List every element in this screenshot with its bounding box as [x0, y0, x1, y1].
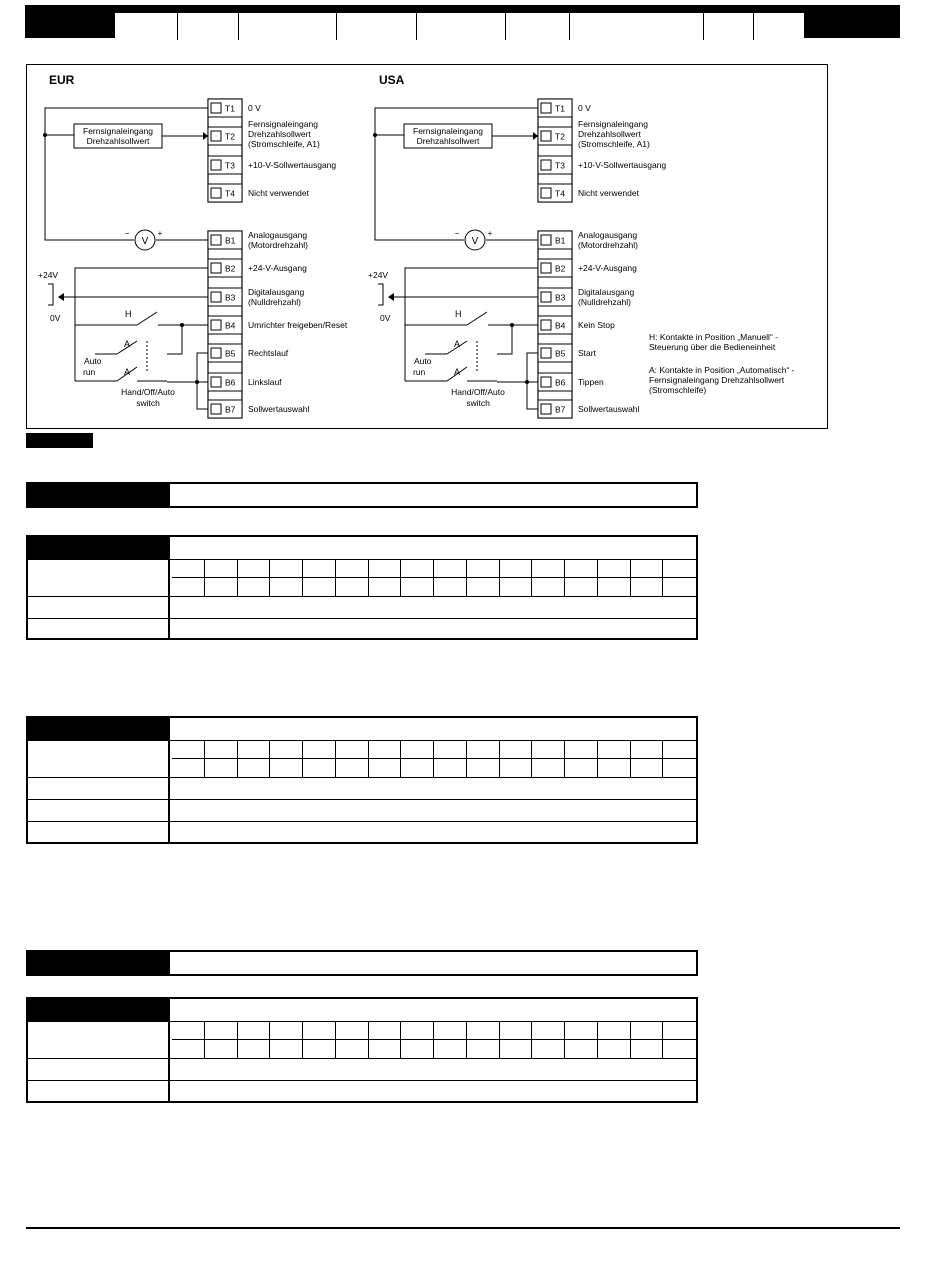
- bit-cell: [172, 759, 205, 777]
- control-wire: [527, 353, 538, 382]
- terminal-id: T4: [225, 188, 235, 199]
- bit-cell: [663, 560, 696, 578]
- bit-cell: [303, 578, 336, 596]
- bit-cell: [532, 1040, 565, 1058]
- table-row: [28, 1058, 696, 1080]
- bit-cell: [238, 1040, 271, 1058]
- header-tab[interactable]: [178, 13, 239, 40]
- terminal-screw: [211, 131, 221, 141]
- bit-cell: [369, 759, 402, 777]
- terminal-description: Start: [578, 348, 596, 358]
- eur-panel: [38, 73, 348, 418]
- voltmeter-plus: +: [487, 229, 493, 238]
- control-wire: [197, 382, 208, 409]
- auto-run-label: run: [413, 367, 426, 377]
- terminal-description: Rechtslauf: [248, 348, 289, 358]
- parameter-name-cell: [28, 484, 170, 506]
- bit-cell: [467, 1022, 500, 1040]
- bit-cell: [631, 1040, 664, 1058]
- supply-high-label: +24V: [368, 270, 389, 280]
- row-label-cell: [28, 800, 170, 821]
- switch-a-label: A: [124, 339, 131, 349]
- remote-input-label: Drehzahlsollwert: [86, 136, 150, 146]
- switch-caption: switch: [136, 398, 160, 408]
- bit-cell: [336, 759, 369, 777]
- terminal-description: Sollwertauswahl: [578, 404, 640, 414]
- note-manual: H: Kontakte in Position „Manuell“ -: [649, 332, 778, 342]
- supply-high-label: +24V: [38, 270, 59, 280]
- terminal-screw: [541, 188, 551, 198]
- terminal-screw: [211, 320, 221, 330]
- terminal-description: +10-V-Sollwertausgang: [248, 160, 337, 170]
- row-label-cell: [28, 619, 170, 638]
- bit-cell: [369, 1022, 402, 1040]
- note-automatic: Fernsignaleingang Drehzahlsollwert: [649, 375, 785, 385]
- row-label-cell: [28, 741, 170, 777]
- header-tab[interactable]: [337, 13, 417, 40]
- wiring-diagram-svg: [27, 65, 827, 428]
- terminal-description: (Motordrehzahl): [248, 240, 308, 250]
- terminal-description: Nicht verwendet: [578, 188, 639, 198]
- bit-cell: [631, 741, 664, 759]
- bit-cell: [401, 578, 434, 596]
- bit-cell: [401, 759, 434, 777]
- switch-h-label: H: [125, 309, 132, 319]
- arrow-head: [388, 293, 394, 301]
- terminal-description: Analogausgang: [248, 230, 308, 240]
- bit-grid: [172, 1022, 696, 1058]
- bit-cell: [172, 1040, 205, 1058]
- bit-cell: [500, 578, 533, 596]
- bit-cell: [663, 741, 696, 759]
- switch-h-contact: [137, 312, 157, 325]
- parameter-name-cell: [28, 952, 170, 974]
- bit-cell: [336, 1022, 369, 1040]
- bit-cell: [238, 759, 271, 777]
- terminal-screw: [211, 235, 221, 245]
- switch-h-contact: [467, 312, 487, 325]
- arrow-head: [533, 132, 538, 140]
- auto-run-label: run: [83, 367, 96, 377]
- terminal-description: Kein Stop: [578, 320, 615, 330]
- terminal-screw: [211, 160, 221, 170]
- header-tab[interactable]: [754, 13, 804, 40]
- bit-cell: [532, 560, 565, 578]
- bit-cell: [532, 1022, 565, 1040]
- terminal-description: Digitalausgang: [248, 287, 305, 297]
- bit-cell: [434, 741, 467, 759]
- terminal-screw: [541, 263, 551, 273]
- remote-input-label: Fernsignaleingang: [83, 126, 153, 136]
- terminal-screw: [541, 320, 551, 330]
- table-row: [28, 618, 696, 638]
- terminal-description: Sollwertauswahl: [248, 404, 310, 414]
- switch-caption: Hand/Off/Auto: [121, 387, 175, 397]
- terminal-screw: [211, 348, 221, 358]
- terminal-description: Digitalausgang: [578, 287, 635, 297]
- row-label-cell: [28, 778, 170, 799]
- terminal-id: T2: [555, 131, 565, 142]
- region-label: EUR: [49, 73, 75, 87]
- bit-cell: [598, 1022, 631, 1040]
- bit-cell: [467, 759, 500, 777]
- terminal-description: (Motordrehzahl): [578, 240, 638, 250]
- control-wire: [197, 353, 208, 382]
- switch-wire: [167, 325, 182, 354]
- bit-cell: [270, 1022, 303, 1040]
- bit-cell: [238, 578, 271, 596]
- header-bar: [25, 5, 900, 38]
- parameter-name-cell: [28, 999, 170, 1021]
- terminal-screw: [541, 377, 551, 387]
- terminal-id: T2: [225, 131, 235, 142]
- header-tab[interactable]: [704, 13, 754, 40]
- switch-caption: switch: [466, 398, 490, 408]
- bit-cell: [532, 578, 565, 596]
- switch-wire: [497, 325, 512, 354]
- terminal-screw: [211, 292, 221, 302]
- bit-cell: [434, 1022, 467, 1040]
- terminal-description: Umrichter freigeben/Reset: [248, 320, 348, 330]
- bit-cell: [467, 1040, 500, 1058]
- bit-cell: [172, 741, 205, 759]
- usa-panel: [368, 73, 666, 418]
- terminal-description: Linkslauf: [248, 377, 282, 387]
- remote-input-label: Fernsignaleingang: [413, 126, 483, 136]
- bit-cell: [336, 560, 369, 578]
- voltmeter-symbol: V: [141, 236, 149, 247]
- bit-cell: [532, 741, 565, 759]
- bit-cell: [500, 560, 533, 578]
- header-tab[interactable]: [506, 13, 570, 40]
- row-label-cell: [28, 597, 170, 618]
- bit-cell: [336, 741, 369, 759]
- bit-cell: [565, 741, 598, 759]
- terminal-id: T1: [555, 103, 565, 114]
- bit-cell: [663, 1022, 696, 1040]
- switch-a-label: A: [454, 339, 461, 349]
- switch-a-label: A: [124, 367, 131, 377]
- terminal-description: +10-V-Sollwertausgang: [578, 160, 667, 170]
- row-label-cell: [28, 822, 170, 842]
- bit-cell: [303, 759, 336, 777]
- bit-cell: [565, 560, 598, 578]
- bit-cell: [500, 1040, 533, 1058]
- parameter-name-cell: [28, 537, 170, 559]
- parameter-table-3: [26, 716, 698, 844]
- terminal-screw: [211, 103, 221, 113]
- terminal-description: +24-V-Ausgang: [248, 263, 307, 273]
- bit-cell: [205, 578, 238, 596]
- terminal-id: B1: [555, 235, 566, 246]
- terminal-description: Nicht verwendet: [248, 188, 309, 198]
- bit-cell: [467, 578, 500, 596]
- bit-cell: [270, 1040, 303, 1058]
- header-tab[interactable]: [570, 13, 704, 40]
- bit-cell: [434, 578, 467, 596]
- terminal-id: T4: [555, 188, 565, 199]
- bit-cell: [205, 1040, 238, 1058]
- bit-cell: [434, 560, 467, 578]
- switch-h-label: H: [455, 309, 462, 319]
- note-manual: Steuerung über die Bedieneinheit: [649, 342, 776, 352]
- terminal-description: (Stromschleife, A1): [248, 139, 320, 149]
- arrow-head: [58, 293, 64, 301]
- terminal-description: Fernsignaleingang: [578, 119, 648, 129]
- bit-cell: [205, 560, 238, 578]
- terminal-screw: [541, 292, 551, 302]
- bit-cell: [401, 1040, 434, 1058]
- region-label: USA: [379, 73, 405, 87]
- note-automatic: (Stromschleife): [649, 385, 707, 395]
- terminal-id: T3: [225, 160, 235, 171]
- bit-cell: [500, 741, 533, 759]
- terminal-description: Fernsignaleingang: [248, 119, 318, 129]
- parameter-name-cell: [28, 718, 170, 740]
- auto-run-label: Auto: [84, 356, 102, 366]
- row-label-cell: [28, 1059, 170, 1080]
- terminal-description: Tippen: [578, 377, 604, 387]
- bit-cell: [631, 560, 664, 578]
- bit-cell: [369, 1040, 402, 1058]
- terminal-screw: [211, 263, 221, 273]
- bit-cell: [434, 759, 467, 777]
- terminal-id: B2: [555, 263, 566, 274]
- terminal-screw: [541, 348, 551, 358]
- wiring-diagram: [26, 64, 828, 429]
- terminal-id: B6: [555, 377, 566, 388]
- bit-cell: [205, 759, 238, 777]
- terminal-screw: [541, 235, 551, 245]
- bit-grid: [172, 741, 696, 777]
- bit-cell: [303, 1040, 336, 1058]
- parameter-table-1: [26, 482, 698, 508]
- bit-cell: [336, 1040, 369, 1058]
- bit-cell: [631, 578, 664, 596]
- switch-caption: Hand/Off/Auto: [451, 387, 505, 397]
- table-row: [28, 821, 696, 842]
- bit-cell: [532, 759, 565, 777]
- header-tab[interactable]: [239, 13, 337, 40]
- bit-cell: [500, 1022, 533, 1040]
- row-label-cell: [28, 560, 170, 596]
- terminal-id: B5: [225, 348, 236, 359]
- supply-low-label: 0V: [380, 313, 391, 323]
- terminal-screw: [541, 404, 551, 414]
- bit-cell: [270, 578, 303, 596]
- bit-cell: [336, 578, 369, 596]
- table-row: [28, 596, 696, 618]
- terminal-description: 0 V: [248, 103, 261, 113]
- bit-cell: [172, 560, 205, 578]
- bit-cell: [631, 1022, 664, 1040]
- bit-cell: [172, 1022, 205, 1040]
- terminal-id: B2: [225, 263, 236, 274]
- parameter-table-4: [26, 950, 698, 976]
- terminal-screw: [211, 377, 221, 387]
- bit-cell: [401, 741, 434, 759]
- bit-cell: [238, 1022, 271, 1040]
- bit-cell: [238, 741, 271, 759]
- bit-cell: [172, 578, 205, 596]
- bit-cell: [565, 1040, 598, 1058]
- footer-rule: [26, 1227, 900, 1229]
- terminal-id: B7: [555, 404, 566, 415]
- auto-run-label: Auto: [414, 356, 432, 366]
- terminal-screw: [541, 103, 551, 113]
- bit-row: [28, 1021, 696, 1058]
- voltmeter-minus: −: [124, 229, 130, 238]
- bit-cell: [663, 1040, 696, 1058]
- bit-cell: [565, 759, 598, 777]
- bit-cell: [598, 1040, 631, 1058]
- bit-cell: [565, 578, 598, 596]
- bit-cell: [663, 759, 696, 777]
- bit-cell: [205, 741, 238, 759]
- switch-a-label: A: [454, 367, 461, 377]
- arrow-head: [203, 132, 208, 140]
- parameter-table-5: [26, 997, 698, 1103]
- control-wire: [527, 382, 538, 409]
- voltmeter-minus: −: [454, 229, 460, 238]
- diagram-notes: [649, 332, 795, 395]
- bit-cell: [467, 560, 500, 578]
- bit-cell: [631, 759, 664, 777]
- parameter-table-2: [26, 535, 698, 640]
- bit-cell: [238, 560, 271, 578]
- bit-cell: [270, 741, 303, 759]
- terminal-description: Analogausgang: [578, 230, 638, 240]
- table-row: [28, 1080, 696, 1101]
- header-tab[interactable]: [115, 13, 178, 40]
- bit-cell: [401, 1022, 434, 1040]
- row-label-cell: [28, 1022, 170, 1058]
- bit-cell: [598, 578, 631, 596]
- remote-input-label: Drehzahlsollwert: [416, 136, 480, 146]
- bit-cell: [401, 560, 434, 578]
- bit-cell: [303, 560, 336, 578]
- terminal-description: (Stromschleife, A1): [578, 139, 650, 149]
- note-automatic: A: Kontakte in Position „Automatisch“ -: [649, 365, 795, 375]
- terminal-description: (Nulldrehzahl): [578, 297, 631, 307]
- terminal-description: Drehzahlsollwert: [248, 129, 311, 139]
- supply-bracket: [48, 284, 53, 305]
- bit-grid: [172, 560, 696, 596]
- supply-low-label: 0V: [50, 313, 61, 323]
- terminal-description: Drehzahlsollwert: [578, 129, 641, 139]
- terminal-id: B4: [225, 320, 236, 331]
- terminal-screw: [541, 160, 551, 170]
- header-tab[interactable]: [417, 13, 506, 40]
- bit-cell: [270, 560, 303, 578]
- voltmeter-symbol: V: [471, 236, 479, 247]
- terminal-screw: [541, 131, 551, 141]
- bit-cell: [303, 1022, 336, 1040]
- terminal-id: T3: [555, 160, 565, 171]
- bit-cell: [434, 1040, 467, 1058]
- header-tabs: [115, 13, 804, 40]
- terminal-id: B3: [555, 292, 566, 303]
- terminal-id: T1: [225, 103, 235, 114]
- bit-cell: [270, 759, 303, 777]
- terminal-id: B5: [555, 348, 566, 359]
- voltmeter-plus: +: [157, 229, 163, 238]
- figure-label-box: [26, 433, 93, 448]
- bit-cell: [500, 759, 533, 777]
- bit-cell: [303, 741, 336, 759]
- terminal-screw: [211, 404, 221, 414]
- row-label-cell: [28, 1081, 170, 1101]
- terminal-description: +24-V-Ausgang: [578, 263, 637, 273]
- table-row: [28, 777, 696, 799]
- bit-cell: [565, 1022, 598, 1040]
- bit-row: [28, 559, 696, 596]
- bit-cell: [663, 578, 696, 596]
- terminal-description: 0 V: [578, 103, 591, 113]
- terminal-screw: [211, 188, 221, 198]
- bit-cell: [369, 560, 402, 578]
- terminal-id: B4: [555, 320, 566, 331]
- terminal-id: B7: [225, 404, 236, 415]
- bit-cell: [467, 741, 500, 759]
- bit-cell: [205, 1022, 238, 1040]
- terminal-id: B6: [225, 377, 236, 388]
- supply-bracket: [378, 284, 383, 305]
- bit-cell: [598, 560, 631, 578]
- terminal-id: B1: [225, 235, 236, 246]
- bit-cell: [369, 741, 402, 759]
- bit-cell: [598, 759, 631, 777]
- terminal-id: B3: [225, 292, 236, 303]
- table-row: [28, 799, 696, 821]
- bit-cell: [369, 578, 402, 596]
- bit-row: [28, 740, 696, 777]
- terminal-description: (Nulldrehzahl): [248, 297, 301, 307]
- bit-cell: [598, 741, 631, 759]
